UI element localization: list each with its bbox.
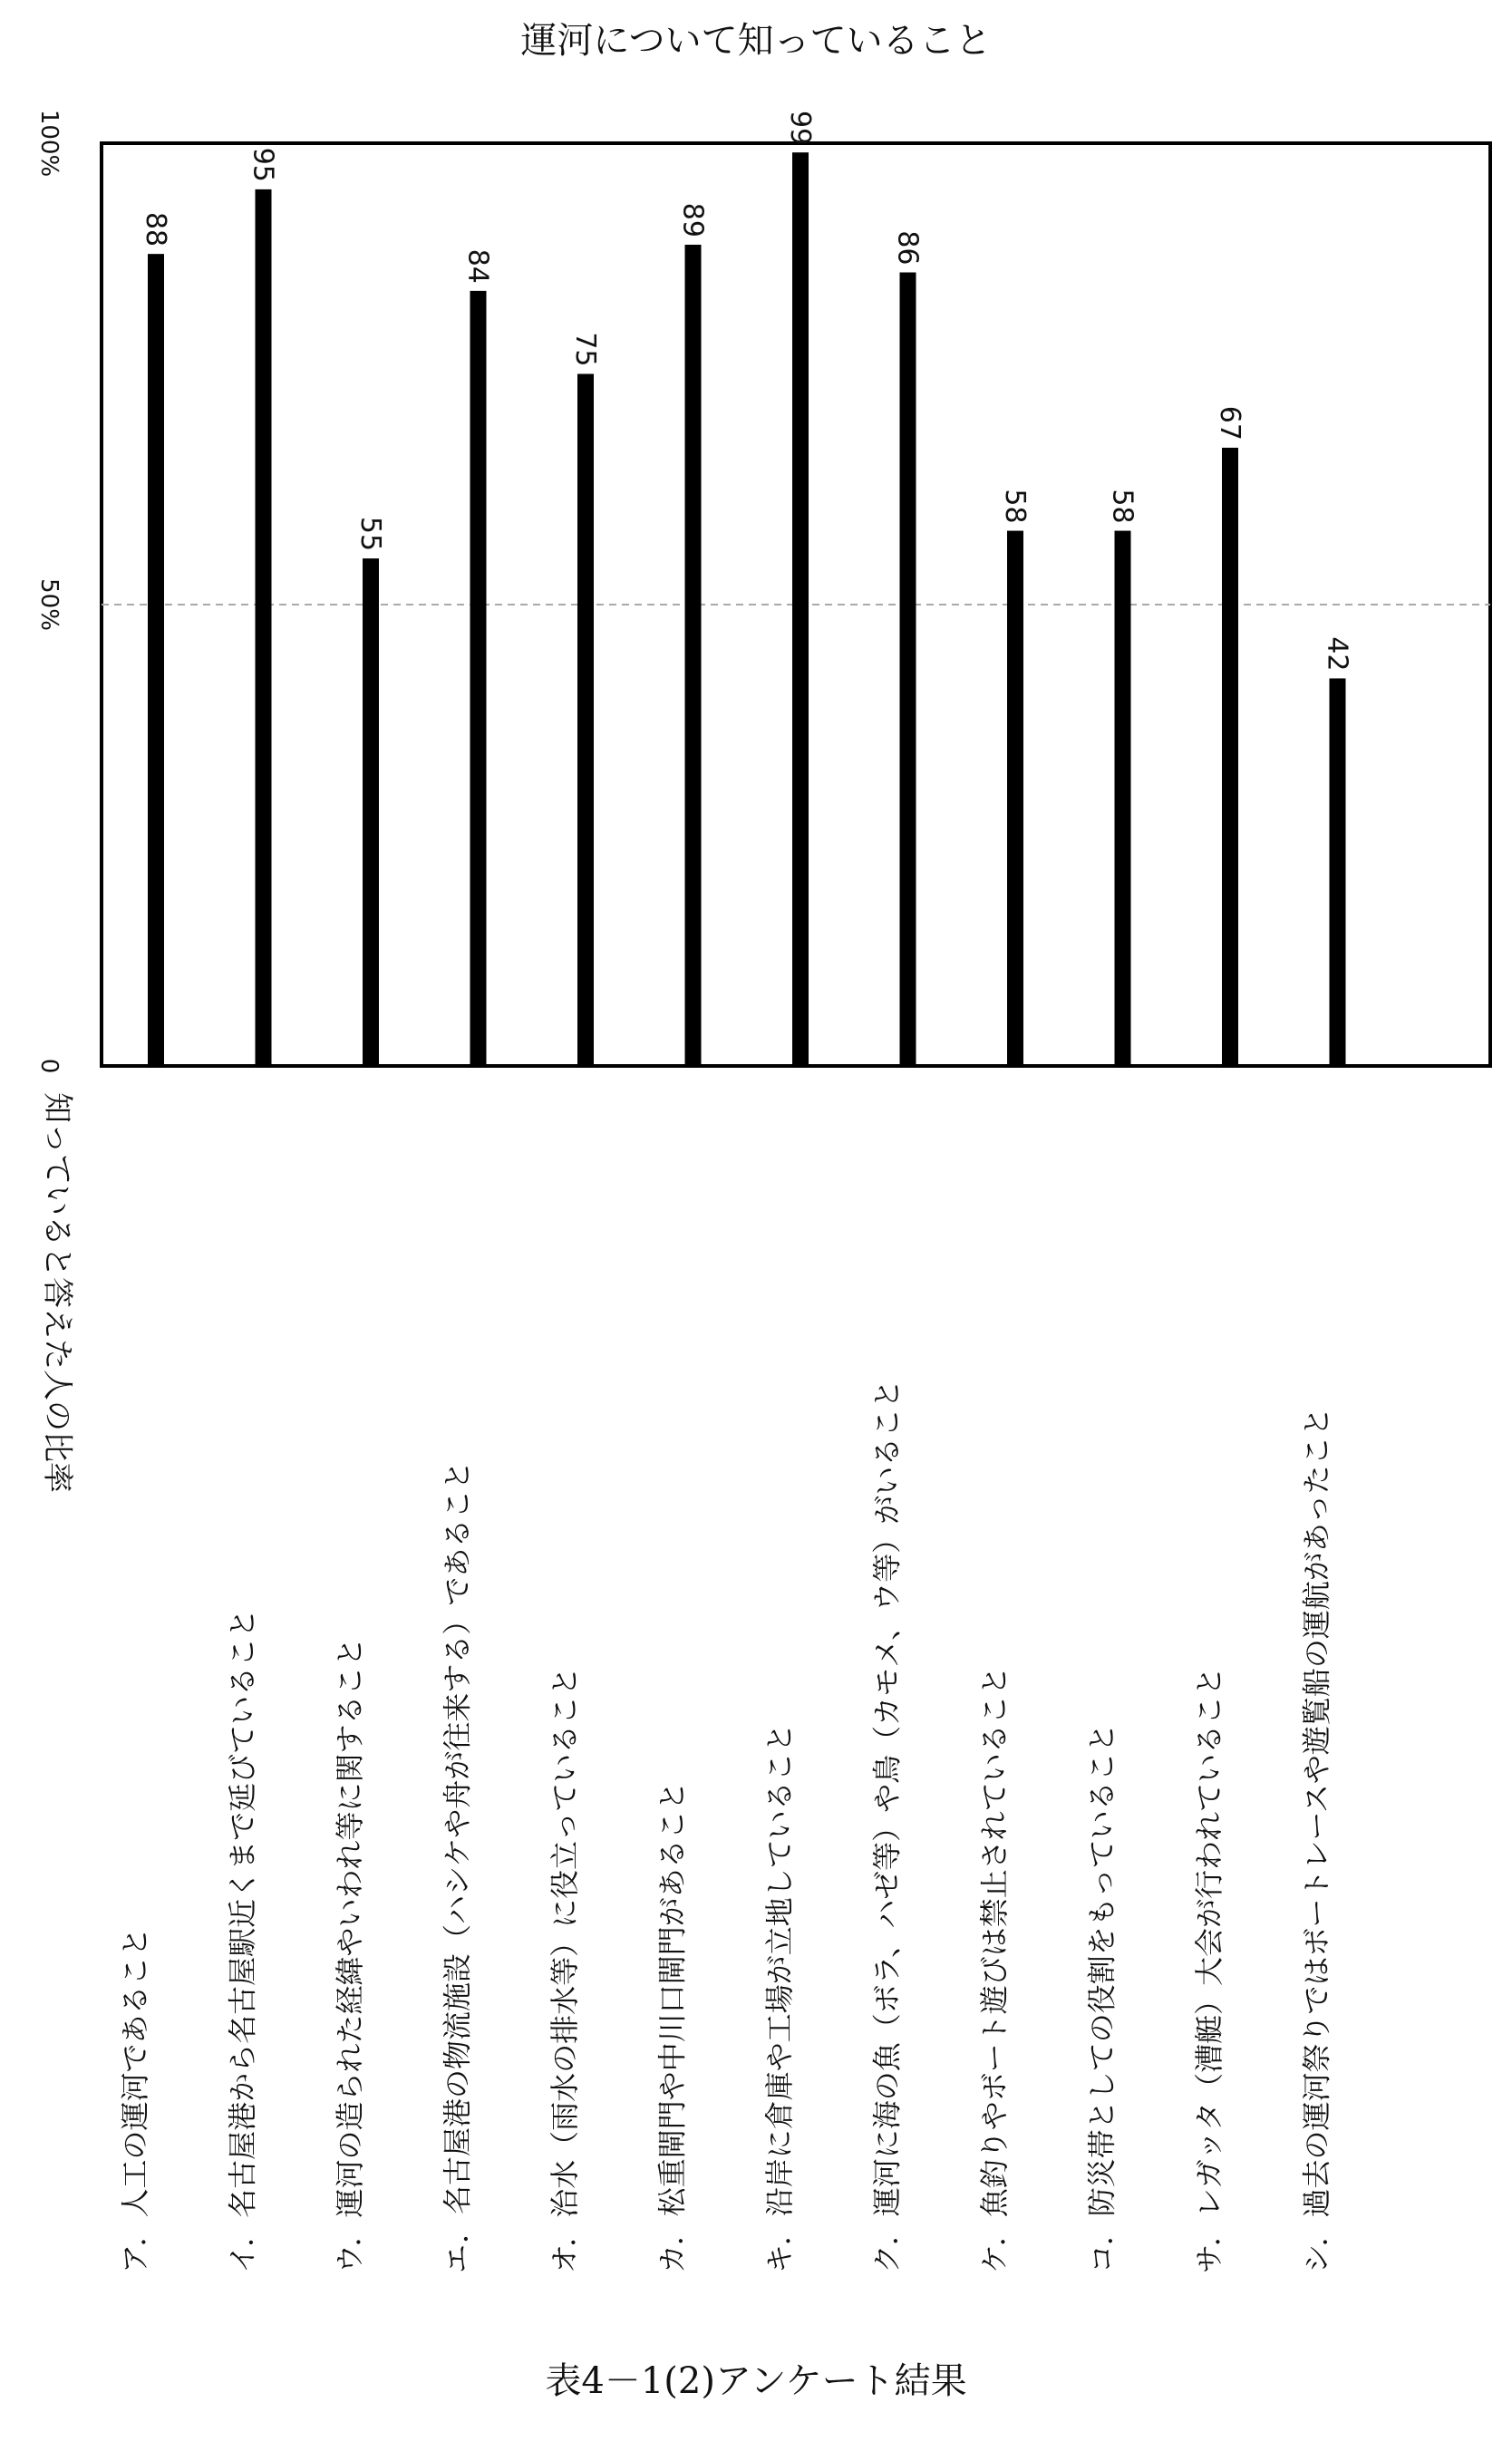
category-label: ク．運河に海の魚（ボラ、ハゼ等）や鳥（カモメ、ウ等）がいること bbox=[869, 1379, 905, 2273]
value-label: 42 bbox=[1321, 636, 1353, 672]
y-axis bbox=[35, 110, 63, 1073]
value-label: 99 bbox=[784, 110, 816, 146]
bar bbox=[148, 254, 164, 1066]
bar bbox=[900, 273, 916, 1066]
bar bbox=[1115, 531, 1131, 1066]
value-label: 67 bbox=[1214, 405, 1245, 441]
category-label: コ．防災帯としての役割をもっていること bbox=[1084, 1723, 1119, 2273]
bar bbox=[363, 558, 379, 1066]
category-label: ケ．魚釣りやボート遊びは禁止されていること bbox=[977, 1666, 1012, 2273]
category-label: オ．治水（雨水の排水等）に役立っていること bbox=[548, 1666, 582, 2273]
value-label: 89 bbox=[676, 202, 709, 237]
bar bbox=[1007, 531, 1023, 1066]
category-labels bbox=[118, 1380, 1334, 2273]
value-label: 58 bbox=[999, 489, 1031, 524]
bar bbox=[685, 245, 702, 1066]
plot-area bbox=[102, 111, 1490, 1066]
bar bbox=[792, 152, 809, 1066]
category-label: エ．名古屋港の物流施設（ハシケや舟が往来する）であること bbox=[440, 1460, 475, 2273]
category-label: イ．名古屋港から名古屋駅近くまで延びていること bbox=[225, 1608, 260, 2273]
chart-title: 運河について知っていること bbox=[520, 20, 992, 62]
value-label: 86 bbox=[891, 230, 924, 266]
value-label: 88 bbox=[140, 211, 171, 247]
y-tick-label: 100% bbox=[35, 109, 63, 178]
value-labels bbox=[140, 111, 1353, 671]
category-label: ウ．運河の造られた経緯やいわれ等に関すること bbox=[333, 1637, 367, 2273]
value-label: 95 bbox=[247, 147, 279, 182]
bar bbox=[1222, 448, 1238, 1066]
bar bbox=[1330, 678, 1346, 1066]
value-label: 75 bbox=[569, 332, 601, 367]
chart-caption: 表4－1(2)アンケート結果 bbox=[545, 2360, 967, 2402]
value-label: 58 bbox=[1106, 489, 1139, 524]
category-label: ア．人工の運河であること bbox=[118, 1927, 152, 2273]
bar bbox=[470, 291, 487, 1066]
value-label: 84 bbox=[461, 248, 494, 284]
bars bbox=[148, 152, 1346, 1066]
y-tick-label: 50% bbox=[35, 578, 63, 631]
bar bbox=[256, 189, 272, 1066]
value-label: 55 bbox=[354, 516, 386, 552]
category-label: カ．松重閘門や中川口閘門があること bbox=[654, 1781, 690, 2273]
category-label: シ．過去の運河祭りではボートレースや遊覧船の運航があったこと bbox=[1299, 1407, 1334, 2273]
y-tick-label: 0 bbox=[35, 1058, 63, 1074]
category-label: サ．レガッタ（漕艇）大会が行われていること bbox=[1192, 1666, 1226, 2273]
category-label: キ．沿岸に倉庫や工場が立地していること bbox=[762, 1723, 797, 2273]
y-axis-label: 知っていると答えた人の比率 bbox=[39, 1092, 75, 1493]
bar bbox=[577, 374, 594, 1067]
